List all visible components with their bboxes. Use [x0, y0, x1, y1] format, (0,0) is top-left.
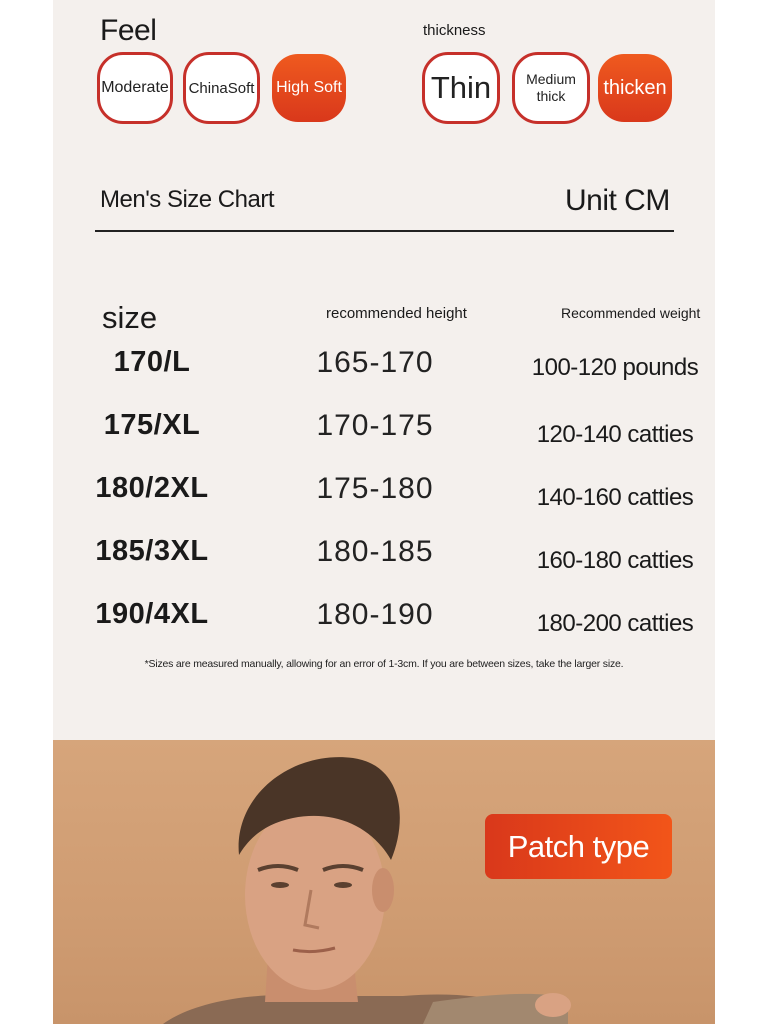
size-chart-title: Men's Size Chart [100, 186, 274, 213]
weight-cell: 120-140 catties [536, 421, 694, 448]
table-row [0, 346, 768, 386]
table-row [0, 535, 768, 575]
thickness-option-thin[interactable]: Thin [422, 52, 500, 124]
patch-type-button[interactable]: Patch type [485, 814, 672, 879]
table-row [0, 409, 768, 449]
table-row [0, 472, 768, 512]
feel-option-moderate[interactable]: Moderate [97, 52, 173, 124]
weight-cell: 160-180 catties [536, 547, 694, 574]
feel-option-chinasoft[interactable]: ChinaSoft [183, 52, 260, 124]
size-cell: 185/3XL [95, 535, 209, 567]
thickness-option-thicken[interactable]: thicken [598, 54, 672, 122]
size-cell: 190/4XL [95, 598, 209, 630]
height-cell: 175-180 [316, 472, 434, 505]
weight-cell: 100-120 pounds [531, 354, 699, 381]
thickness-title: thickness [423, 22, 486, 39]
table-row [0, 598, 768, 638]
model-illustration [53, 740, 715, 1024]
feel-title: Feel [100, 14, 157, 47]
unit-label: Unit CM [565, 184, 670, 217]
size-note: *Sizes are measured manually, allowing for an error of 1-3cm. If you are between sizes, take the larger size. [144, 658, 624, 670]
model-photo [53, 740, 715, 1024]
size-cell: 180/2XL [95, 472, 209, 504]
height-cell: 180-185 [316, 535, 434, 568]
height-cell: 180-190 [316, 598, 434, 631]
height-cell: 170-175 [316, 409, 434, 442]
thickness-option-medium-thick[interactable]: Medium thick [512, 52, 590, 124]
weight-cell: 180-200 catties [536, 610, 694, 637]
column-header-size: size [102, 300, 158, 335]
column-header-height: recommended height [326, 305, 467, 322]
feel-option-high-soft[interactable]: High Soft [272, 54, 346, 122]
divider [95, 230, 674, 232]
size-cell: 170/L [113, 346, 191, 378]
weight-cell: 140-160 catties [536, 484, 694, 511]
size-cell: 175/XL [103, 409, 201, 441]
column-header-weight: Recommended weight [561, 305, 701, 321]
height-cell: 165-170 [316, 346, 434, 379]
